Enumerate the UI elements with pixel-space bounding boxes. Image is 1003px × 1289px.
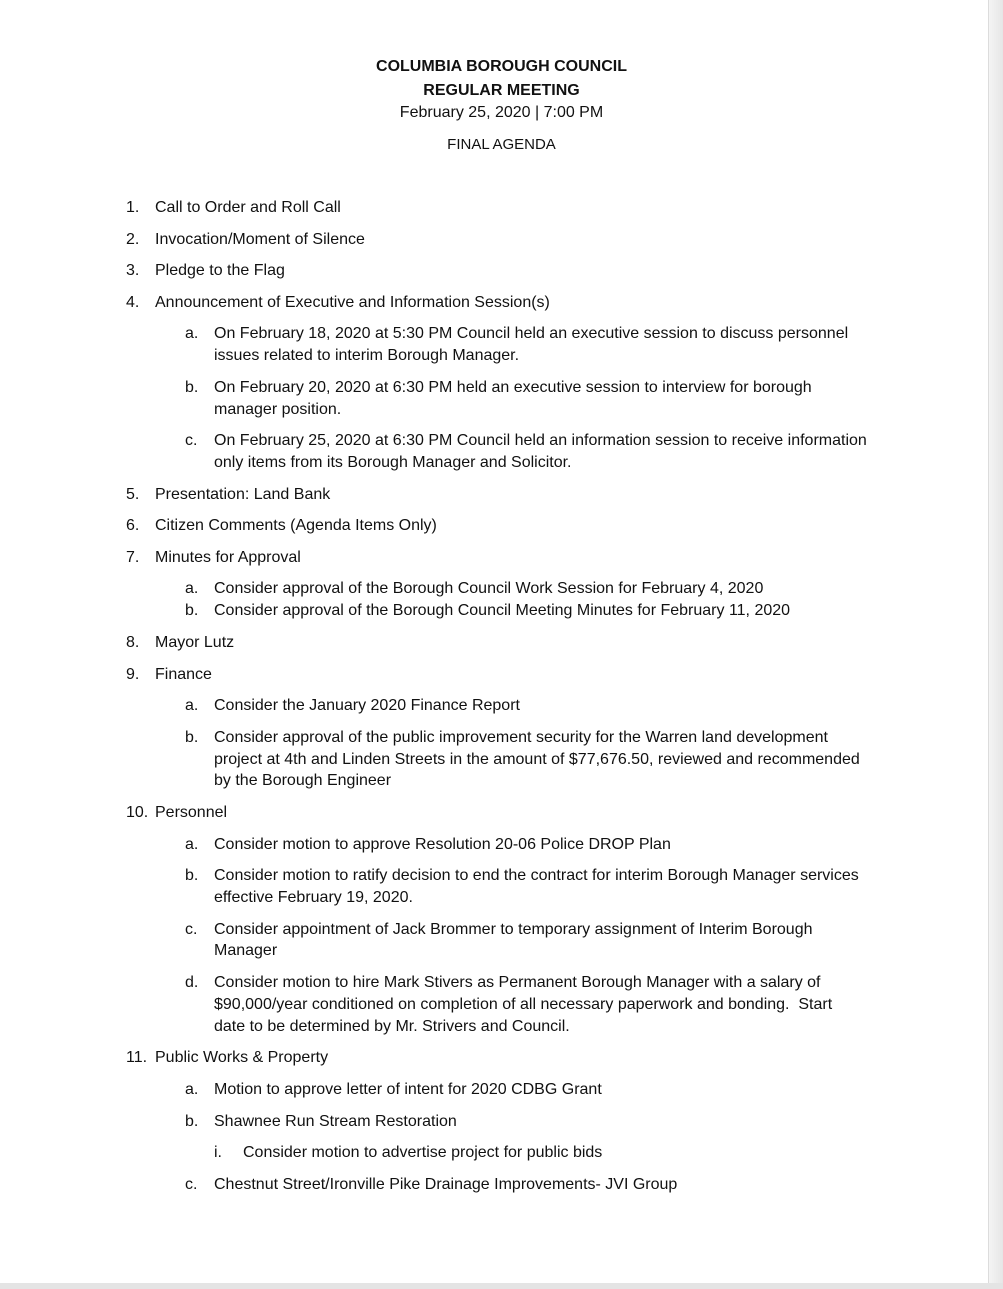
item-number: 9. bbox=[126, 666, 140, 683]
item-number: 3. bbox=[126, 262, 140, 279]
subitem-line: Consider the January 2020 Finance Report bbox=[214, 697, 520, 714]
subitem-letter: a. bbox=[185, 836, 199, 853]
subitem-line: by the Borough Engineer bbox=[214, 772, 392, 789]
subitem-line: date to be determined by Mr. Strivers and Council. bbox=[214, 1018, 570, 1035]
document-title: COLUMBIA BOROUGH COUNCIL bbox=[376, 58, 627, 75]
subsubitem-numeral: i. bbox=[214, 1144, 222, 1161]
subitem-letter: a. bbox=[185, 697, 199, 714]
subitem-line: Consider motion to approve Resolution 20-06 Police DROP Plan bbox=[214, 836, 671, 853]
item-text: Call to Order and Roll Call bbox=[155, 199, 341, 216]
subitem-letter: b. bbox=[185, 602, 199, 619]
subsubitem-text: Consider motion to advertise project for public bids bbox=[243, 1144, 603, 1161]
subitem-letter: b. bbox=[185, 867, 199, 884]
item-text: Minutes for Approval bbox=[155, 549, 301, 566]
subitem-line: Consider appointment of Jack Brommer to temporary assignment of Interim Borough bbox=[214, 921, 813, 938]
item-number: 4. bbox=[126, 294, 140, 311]
item-text: Public Works & Property bbox=[155, 1049, 329, 1066]
subitem-letter: a. bbox=[185, 580, 199, 597]
subitem-line: only items from its Borough Manager and Solicitor. bbox=[214, 454, 572, 471]
subitem-letter: b. bbox=[185, 379, 199, 396]
subitem-line: Consider motion to hire Mark Stivers as Permanent Borough Manager with a salary of bbox=[214, 974, 821, 991]
item-text: Invocation/Moment of Silence bbox=[155, 231, 365, 248]
subitem-line: Consider approval of the Borough Council Meeting Minutes for February 11, 2020 bbox=[214, 602, 791, 619]
item-number: 10. bbox=[126, 804, 149, 821]
item-number: 7. bbox=[126, 549, 140, 566]
subitem-line: issues related to interim Borough Manager. bbox=[214, 347, 520, 364]
subitem-line: On February 18, 2020 at 5:30 PM Council held an executive session to discuss personnel bbox=[214, 325, 849, 342]
item-text: Personnel bbox=[155, 804, 228, 821]
item-number: 2. bbox=[126, 231, 140, 248]
item-number: 8. bbox=[126, 634, 140, 651]
subitem-line: manager position. bbox=[214, 401, 342, 418]
subitem-letter: a. bbox=[185, 325, 199, 342]
item-text: Pledge to the Flag bbox=[155, 262, 285, 279]
subitem-line: effective February 19, 2020. bbox=[214, 889, 413, 906]
subitem-line: Shawnee Run Stream Restoration bbox=[214, 1113, 457, 1130]
subitem-line: project at 4th and Linden Streets in the amount of $77,676.50, reviewed and recommended bbox=[214, 751, 860, 768]
subitem-line: Chestnut Street/Ironville Pike Drainage Improvements- JVI Group bbox=[214, 1176, 678, 1193]
item-number: 1. bbox=[126, 199, 140, 216]
document-subtitle: REGULAR MEETING bbox=[423, 82, 580, 99]
subitem-letter: d. bbox=[185, 974, 199, 991]
subitem-line: Manager bbox=[214, 942, 278, 959]
subitem-letter: c. bbox=[185, 921, 198, 938]
item-text: Presentation: Land Bank bbox=[155, 486, 331, 503]
item-text: Announcement of Executive and Information Session(s) bbox=[155, 294, 550, 311]
item-number: 5. bbox=[126, 486, 140, 503]
subitem-line: Consider approval of the Borough Council Work Session for February 4, 2020 bbox=[214, 580, 764, 597]
subitem-line: Consider motion to ratify decision to end the contract for interim Borough Manager services bbox=[214, 867, 859, 884]
subitem-line: $90,000/year conditioned on completion of all necessary paperwork and bonding. Start bbox=[214, 996, 833, 1013]
subitem-letter: c. bbox=[185, 1176, 198, 1193]
meeting-date-time: February 25, 2020 | 7:00 PM bbox=[399, 104, 604, 121]
subitem-line: Motion to approve letter of intent for 2020 CDBG Grant bbox=[214, 1081, 602, 1098]
item-number: 6. bbox=[126, 517, 140, 534]
item-text: Finance bbox=[155, 666, 212, 683]
subitem-letter: a. bbox=[185, 1081, 199, 1098]
item-number: 11. bbox=[126, 1049, 148, 1066]
subitem-line: On February 25, 2020 at 6:30 PM Council held an information session to receive information bbox=[214, 432, 867, 449]
page-edge bbox=[988, 0, 1003, 1289]
subitem-letter: b. bbox=[185, 1113, 199, 1130]
subitem-letter: b. bbox=[185, 729, 199, 746]
subitem-letter: c. bbox=[185, 432, 198, 449]
subitem-line: On February 20, 2020 at 6:30 PM held an executive session to interview for borough bbox=[214, 379, 812, 396]
page-bottom-edge bbox=[0, 1283, 1003, 1289]
agenda-label: FINAL AGENDA bbox=[447, 136, 556, 153]
item-text: Mayor Lutz bbox=[155, 634, 235, 651]
item-text: Citizen Comments (Agenda Items Only) bbox=[155, 517, 437, 534]
subitem-line: Consider approval of the public improvement security for the Warren land development bbox=[214, 729, 828, 746]
